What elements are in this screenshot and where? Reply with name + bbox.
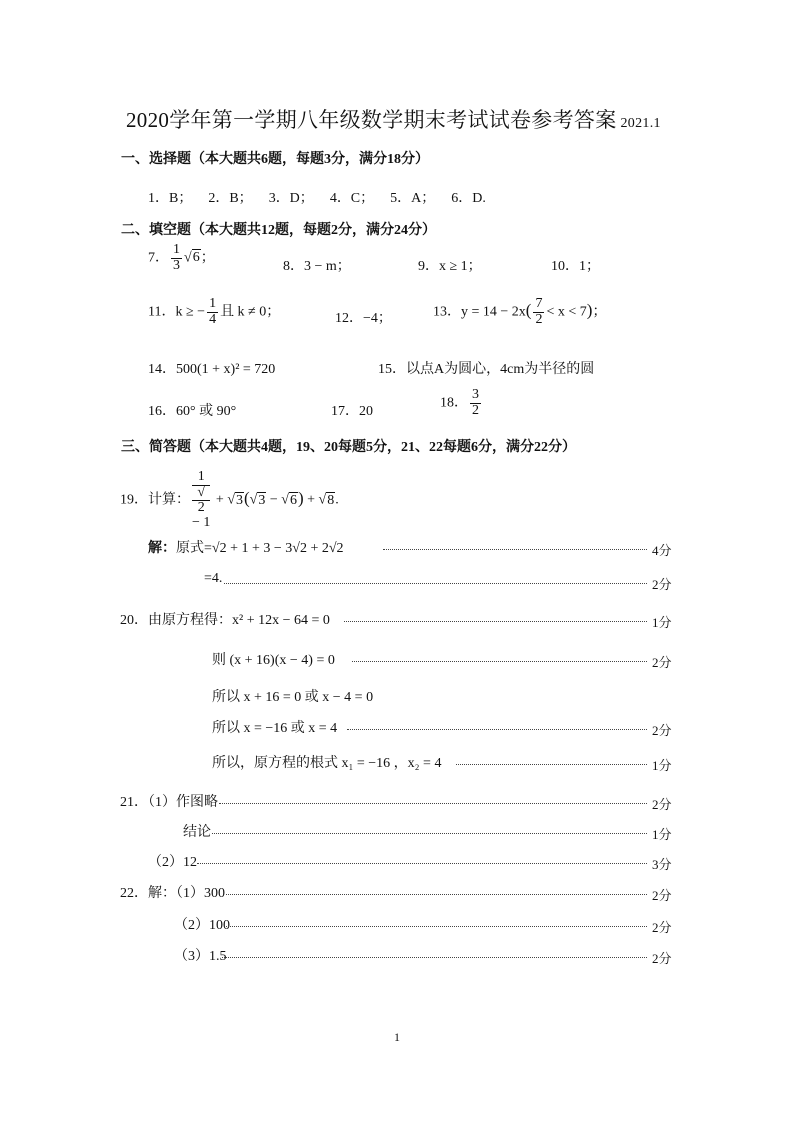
question-19: 19．计算： 1 √ 2 − 1 + √3(√3 − √6) + √8. <box>120 469 339 531</box>
answer-5: 5．A； <box>390 191 436 206</box>
score-20a: 1分 <box>652 615 672 630</box>
leader-dots <box>224 583 647 584</box>
answer-10: 10．1； <box>551 259 600 274</box>
score-19a: 4分 <box>652 543 672 558</box>
fraction-denominator: 2 <box>472 402 479 418</box>
radicand-3: 3 <box>236 492 243 508</box>
q22-line2: （2）100 <box>174 918 230 933</box>
radicand-6b: 6 <box>289 492 297 508</box>
leader-dots <box>212 833 647 834</box>
score-20d: 1分 <box>652 758 672 773</box>
fraction-numerator: 3 <box>472 387 479 402</box>
leader-dots <box>219 803 647 804</box>
answer-8: 8．3 − m； <box>283 259 351 274</box>
answer-18 <box>440 388 483 418</box>
answer-13-mid: < x < 7 <box>546 304 587 320</box>
answer-7-label: 7． <box>148 250 169 266</box>
radicand-6: 6 <box>192 250 200 266</box>
answer-11-suffix: 且 k ≠ 0； <box>220 304 281 320</box>
period: . <box>335 492 339 508</box>
answer-11 <box>148 297 280 327</box>
answer-1: 1．B； <box>148 191 193 206</box>
leader-dots <box>383 549 647 550</box>
solution-expr: 原式=√2 + 1 + 3 − 3√2 + 2√2 <box>176 541 344 556</box>
radicand-3b: 3 <box>258 492 266 508</box>
fraction-denominator: 4 <box>209 311 217 327</box>
minus-sign: − <box>266 492 282 508</box>
leader-dots <box>344 621 647 622</box>
score-20b: 2分 <box>652 655 672 670</box>
leader-dots <box>197 863 647 864</box>
question-19-label: 19．计算： <box>120 492 190 508</box>
q20-line2: 则 (x + 16)(x − 4) = 0 <box>212 653 335 668</box>
answer-12: 12．−4； <box>335 311 392 326</box>
q20-line3: 所以 x + 16 = 0 或 x − 4 = 0 <box>212 690 374 705</box>
score-22a: 2分 <box>652 888 672 903</box>
section3-heading: 三、简答题（本大题共4题，19、20每题5分，21、22每题6分，满分22分） <box>121 440 576 455</box>
leader-dots <box>226 926 647 927</box>
q21-line3: （2）12 <box>148 855 197 870</box>
q20-line5: 所以，原方程的根式 x₁ = −16 ，x₂ = 4 <box>212 756 442 771</box>
title-date: 2021.1 <box>620 116 661 131</box>
fraction-seven-halves <box>533 297 544 327</box>
score-20c: 2分 <box>652 723 672 738</box>
section2-heading: 二、填空题（本大题共12题，每题2分，满分24分） <box>121 223 436 238</box>
leader-dots <box>352 661 647 662</box>
answer-11-prefix: 11．k ≥ − <box>148 304 206 320</box>
fraction-q19 <box>192 470 210 531</box>
q20-line4: 所以 x = −16 或 x = 4 <box>212 721 338 736</box>
score-21c: 3分 <box>652 857 672 872</box>
answer-4: 4．C； <box>329 191 375 206</box>
minus-one: − 1 <box>192 515 211 531</box>
q20-line1: 20．由原方程得：x² + 12x − 64 = 0 <box>120 613 330 628</box>
fraction-one-fourth <box>207 297 218 327</box>
leader-dots <box>456 764 647 765</box>
q22-line1: 22．解：（1）300 <box>120 886 225 901</box>
q22-line3: （3）1.5 <box>174 949 227 964</box>
plus-sign: + <box>212 492 228 508</box>
q21-line2: 结论 <box>183 825 211 840</box>
leader-dots <box>222 957 647 958</box>
fraction-three-halves <box>470 388 481 418</box>
fraction-denominator: √ 2 − 1 <box>192 484 211 531</box>
answer-13-prefix: 13．y = 14 − 2x <box>433 304 526 320</box>
fraction-one-third <box>171 243 182 273</box>
answer-2: 2．B； <box>208 191 253 206</box>
score-19b: 2分 <box>652 577 672 592</box>
title-text: 2020学年第一学期八年级数学期末考试试卷参考答案 <box>126 108 617 132</box>
answer-18-label: 18． <box>440 395 468 411</box>
fraction-denominator: 3 <box>173 257 180 273</box>
page-number: 1 <box>394 1030 400 1044</box>
answer-13: 13．y = 14 − 2x( $\frac{7}{2}$ < x < 7)； <box>433 296 607 327</box>
section1-heading: 一、选择题（本大题共6题，每题3分，满分18分） <box>121 152 429 167</box>
solution-label: 解： <box>148 541 176 556</box>
radicand-2: 2 <box>192 500 210 516</box>
q19-solution-line1 <box>148 537 344 557</box>
answer-6: 6．D. <box>451 191 486 206</box>
score-22b: 2分 <box>652 920 672 935</box>
answer-9: 9．x ≥ 1； <box>418 259 482 274</box>
fraction-numerator: 1 <box>209 296 217 311</box>
section1-answers <box>148 187 486 207</box>
score-21b: 1分 <box>652 827 672 842</box>
score-22c: 2分 <box>652 951 672 966</box>
fraction-numerator: 1 <box>173 242 180 257</box>
q21-line1: 21．（1）作图略 <box>120 795 218 810</box>
leader-dots <box>226 894 647 895</box>
plus-sign-2: + <box>303 492 319 508</box>
score-21a: 2分 <box>652 797 672 812</box>
answer-3: 3．D； <box>268 191 314 206</box>
page-title <box>126 104 661 134</box>
answer-16: 16．60° 或 90° <box>148 404 237 419</box>
radicand-8: 8 <box>327 492 335 508</box>
answer-7: 7． $\frac{1}{3}$ √6； <box>148 242 215 273</box>
fraction-numerator: 7 <box>535 296 543 311</box>
q19-solution-line2: =4. <box>204 571 223 586</box>
leader-dots <box>347 729 647 730</box>
fraction-numerator: 1 <box>192 470 210 486</box>
answer-15: 15．以点A为圆心，4cm为半径的圆 <box>378 362 595 377</box>
answer-14: 14．500(1 + x)² = 720 <box>148 362 276 377</box>
answer-17: 17．20 <box>331 404 373 419</box>
fraction-denominator: 2 <box>535 311 543 327</box>
